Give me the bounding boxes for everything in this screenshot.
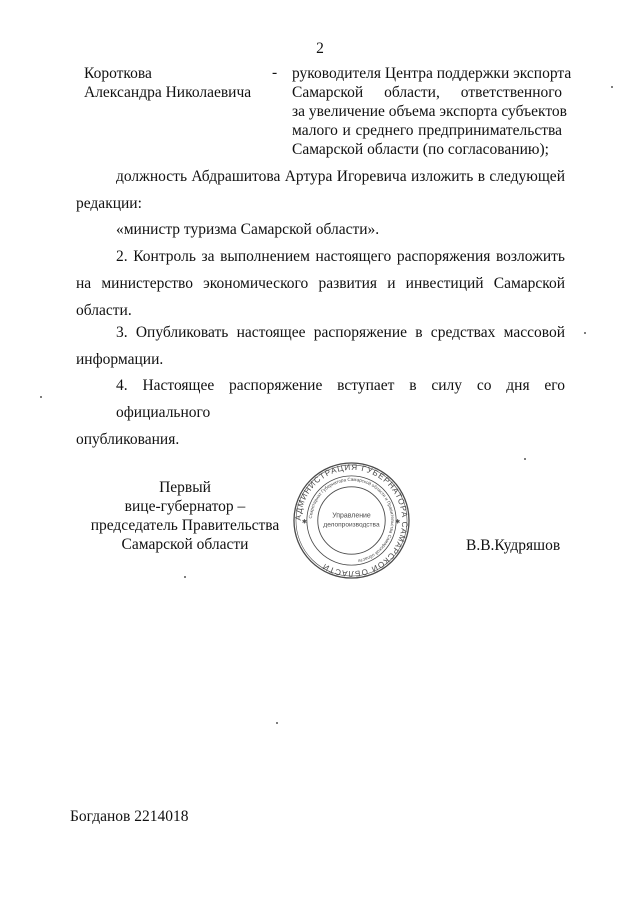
page-number: 2 [316,40,324,57]
list-dash: - [272,64,278,81]
paragraph-line: 4. Настоящее распоряжение вступает в силу со дня его официального [116,377,565,421]
signer-name: В.В.Кудряшов [466,537,561,554]
seal-star-icon: ✱ [395,519,401,526]
amended-person-name [84,64,251,102]
paragraph-new-wording [76,216,565,243]
signer-title-line: Первый [159,479,211,496]
scan-speck [524,458,526,460]
paragraph-publish [76,319,565,373]
paragraph-line: области. [76,302,132,319]
paragraph-line: редакции: [76,195,142,212]
seal-inner-ring-text: Секретариат Губернатора Самарской области и Правительства Самарской области [307,476,396,564]
paragraph-line: «министр туризма Самарской области». [116,221,380,238]
role-line: за увеличение объема экспорта субъектов [292,103,567,120]
role-line: малого и среднего предпринимательства [292,122,562,139]
official-seal-stamp [292,461,411,580]
person-surname: Короткова [84,65,152,82]
paragraph-line: информации. [76,351,164,368]
role-line: руководителя Центра поддержки экспорта [292,65,572,82]
signer-title-line: председатель Правительства [90,517,280,534]
paragraph-line: 2. Контроль за выполнением настоящего распоряжения возложить [116,248,565,265]
role-line: Самарской области, ответственного [292,84,562,101]
paragraph-effective-date [76,372,565,453]
person-given-names: Александра Николаевича [84,84,252,101]
amended-person-role [292,64,572,159]
scan-speck [184,576,186,578]
signer-title [90,478,280,554]
paragraph-line: на министерство экономического развития и инвестиций Самарской [76,275,565,292]
paragraph-line: должность Абдрашитова Артура Игоревича изложить в следующей [116,168,565,185]
signer-title-line: вице-губернатор – [124,498,246,515]
scan-speck [611,86,613,88]
scan-speck [40,396,42,398]
signer-title-line: Самарской области [121,536,249,553]
seal-center-text: делопроизводства [323,521,380,529]
paragraph-position-change [76,163,565,217]
role-line: Самарской области (по согласованию); [292,141,549,158]
executor-contact: Богданов 2214018 [70,808,189,825]
seal-star-icon: ✱ [301,519,307,526]
paragraph-line: 3. Опубликовать настоящее распоряжение в средствах массовой [116,324,565,341]
scan-speck [276,722,278,724]
paragraph-line: опубликования. [76,431,180,448]
seal-outer-ring-text: АДМИНИСТРАЦИЯ ГУБЕРНАТОРА САМАРСКОЙ ОБЛАСТИ [293,462,410,579]
seal-center-text: Управление [332,512,371,520]
paragraph-control [76,243,565,324]
scan-speck [584,332,586,334]
